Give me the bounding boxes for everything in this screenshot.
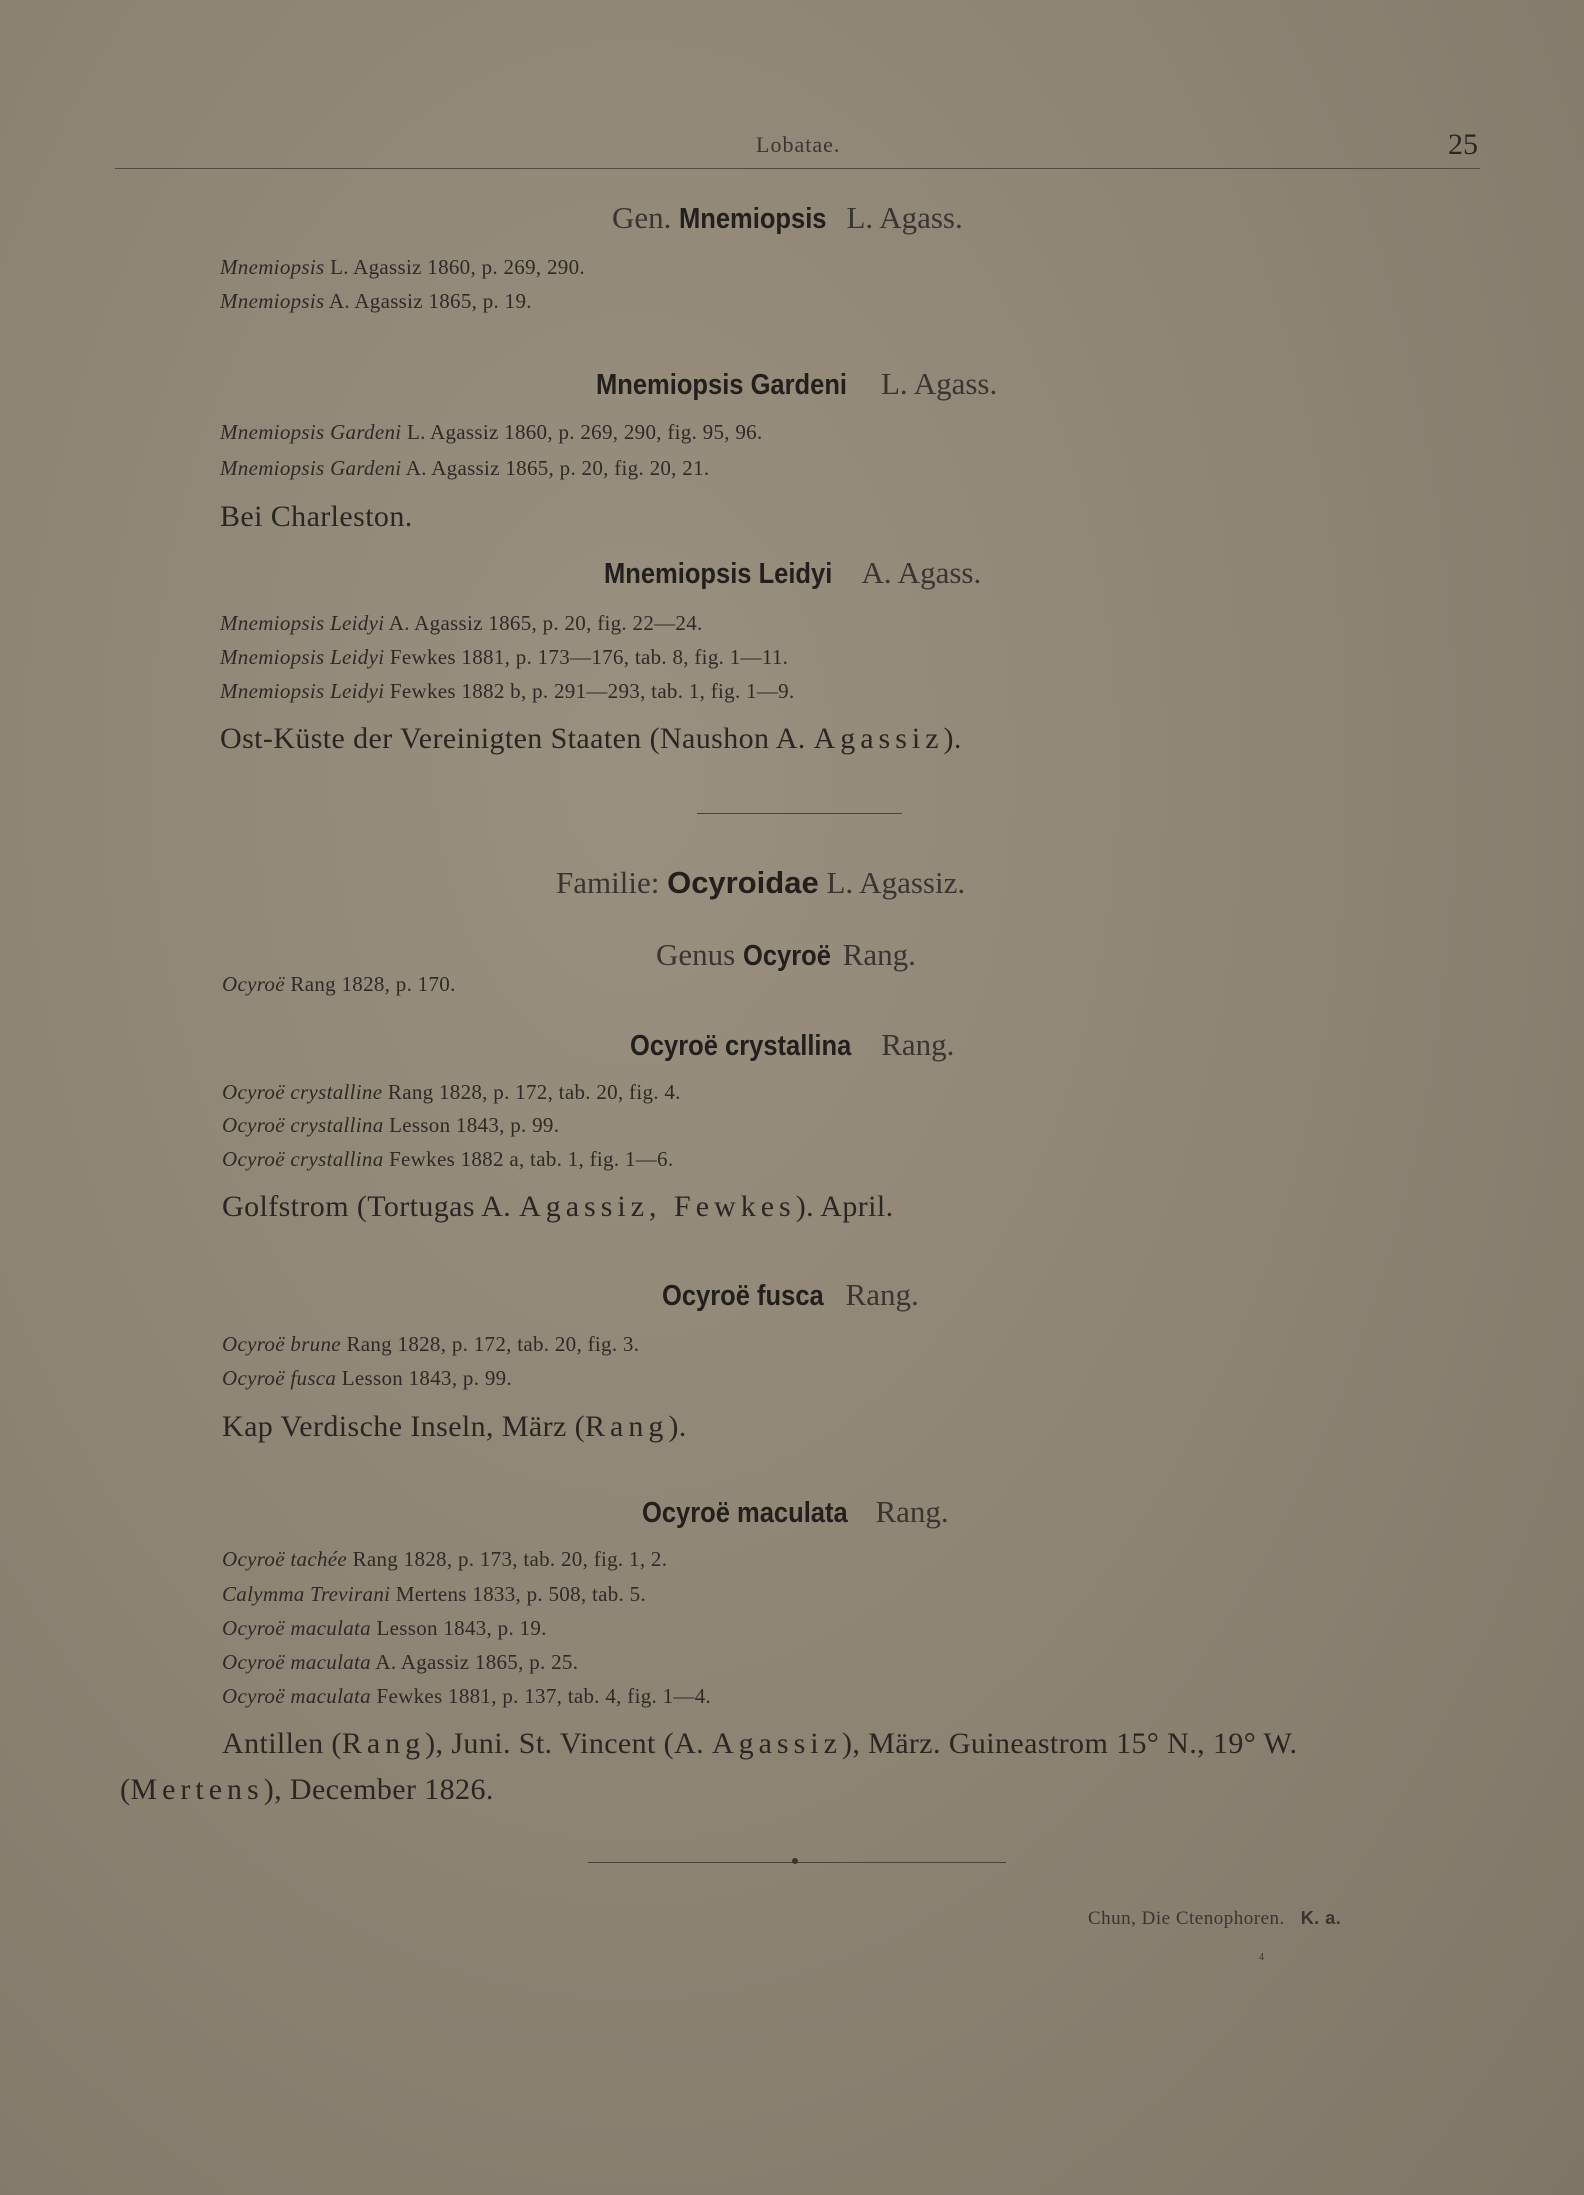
taxon-name: Mnemiopsis (679, 203, 827, 235)
locality-line (120, 1773, 494, 1807)
locality-text: Kap Verdische Inseln, März ( (222, 1410, 586, 1443)
taxon-author: L. Agassiz. (826, 865, 966, 900)
ref-genus: Ocyroë (222, 1147, 285, 1171)
ref-genus: Mnemiopsis (220, 420, 325, 444)
ref-genus: Mnemiopsis (220, 456, 325, 480)
ref-genus: Ocyroë (222, 1332, 285, 1356)
ref-genus: Ocyroë (222, 1616, 285, 1640)
reference-line (220, 679, 795, 704)
header-rule (115, 168, 1480, 169)
taxon-author: L. Agass. (880, 366, 998, 401)
ref-genus: Ocyroë (222, 1547, 285, 1571)
section-divider (697, 813, 902, 814)
ref-species: Gardeni (330, 456, 402, 480)
ref-text: Rang 1828, p. 173, tab. 20, fig. 1, 2. (352, 1547, 668, 1571)
taxon-author: Rang. (875, 1494, 949, 1529)
footer-cite-text: Chun, Die Ctenophoren. (1088, 1908, 1285, 1929)
taxon-author: L. Agass. (846, 200, 963, 235)
ref-text: Lesson 1843, p. 19. (376, 1616, 547, 1640)
taxon-author: Rang. (845, 1277, 919, 1312)
locality-text: Ost-Küste der Vereinigten Staaten (Naushon A. (220, 722, 806, 755)
reference-line (222, 1332, 639, 1357)
reference-line (222, 1113, 559, 1138)
ref-species: Trevirani (310, 1582, 391, 1606)
taxon-author: Rang. (881, 1027, 955, 1062)
species-heading (596, 366, 997, 402)
ref-genus: Mnemiopsis (220, 679, 325, 703)
footer-mark: 4 (1259, 1952, 1264, 1963)
locality-author: Agassiz (711, 1727, 842, 1760)
genus-heading (656, 937, 916, 973)
locality-text: ). (943, 722, 962, 755)
footer-citation (1088, 1908, 1341, 1930)
ref-genus: Mnemiopsis (220, 255, 325, 279)
ref-species: crystallina (290, 1113, 384, 1137)
locality-text: ). April. (795, 1190, 894, 1223)
locality-author: Agassiz (813, 722, 944, 755)
taxon-name: Mnemiopsis Gardeni (596, 369, 848, 401)
ref-text: Rang 1828, p. 170. (290, 972, 456, 996)
ref-species: crystallina (290, 1147, 384, 1171)
ref-text: Rang 1828, p. 172, tab. 20, fig. 4. (387, 1080, 681, 1104)
running-title: Lobatae. (756, 132, 841, 157)
reference-line (222, 1366, 512, 1391)
ref-species: tachée (290, 1547, 347, 1571)
species-heading (662, 1277, 919, 1313)
taxon-name: Ocyroë fusca (662, 1280, 824, 1312)
reference-line (222, 1650, 578, 1675)
reference-line (222, 1684, 711, 1709)
ref-genus: Mnemiopsis (220, 289, 325, 313)
ref-text: A. Agassiz 1865, p. 20, fig. 22—24. (388, 611, 703, 635)
heading-prefix: Genus (656, 937, 736, 972)
reference-line (222, 1616, 547, 1641)
ref-genus: Ocyroë (222, 972, 285, 996)
locality-text: ). (668, 1410, 687, 1443)
ref-text: A. Agassiz 1865, p. 25. (375, 1650, 579, 1674)
ref-genus: Ocyroë (222, 1366, 285, 1390)
ref-genus: Mnemiopsis (220, 645, 325, 669)
ref-genus: Ocyroë (222, 1650, 285, 1674)
ref-species: Leidyi (330, 611, 385, 635)
ref-species: Leidyi (330, 645, 385, 669)
reference-line (220, 645, 788, 670)
species-heading (642, 1494, 949, 1530)
ref-species: maculata (290, 1650, 371, 1674)
taxon-author: A. Agass. (861, 555, 982, 590)
ref-text: Fewkes 1882 b, p. 291—293, tab. 1, fig. 1—9. (389, 679, 795, 703)
ref-genus: Ocyroë (222, 1684, 285, 1708)
taxon-name: Ocyroidae (667, 865, 819, 900)
ref-text: Rang 1828, p. 172, tab. 20, fig. 3. (346, 1332, 640, 1356)
page-header (0, 128, 1584, 168)
species-heading (604, 555, 981, 591)
locality-line (222, 1727, 1297, 1761)
locality-author: Mertens (130, 1773, 264, 1806)
ref-text: L. Agassiz 1860, p. 269, 290, fig. 95, 96. (406, 420, 763, 444)
locality-text: Antillen ( (222, 1727, 342, 1760)
locality-text: ), December 1826. (263, 1773, 494, 1806)
ref-genus: Calymma (222, 1582, 305, 1606)
ref-text: Fewkes 1881, p. 173—176, tab. 8, fig. 1—11. (389, 645, 789, 669)
species-heading (630, 1027, 954, 1063)
locality-author: Rang (341, 1727, 426, 1760)
taxon-author: Rang. (842, 937, 916, 972)
heading-prefix: Gen. (612, 200, 672, 235)
reference-line (220, 456, 709, 481)
taxon-name: Ocyroë (742, 940, 831, 972)
reference-line (222, 1582, 646, 1607)
ref-text: Fewkes 1882 a, tab. 1, fig. 1—6. (389, 1147, 674, 1171)
reference-line (222, 1147, 673, 1172)
reference-line (220, 255, 585, 280)
locality-line (220, 722, 962, 756)
ref-genus: Ocyroë (222, 1080, 285, 1104)
ref-genus: Ocyroë (222, 1113, 285, 1137)
ref-genus: Mnemiopsis (220, 611, 325, 635)
locality-text: Golfstrom (Tortugas A. (222, 1190, 512, 1223)
locality-text: ( (120, 1773, 131, 1806)
reference-line (222, 1080, 681, 1105)
ref-species: Leidyi (330, 679, 385, 703)
ref-text: A. Agassiz 1865, p. 19. (328, 289, 532, 313)
taxon-name: Mnemiopsis Leidyi (604, 558, 833, 590)
ref-species: maculata (290, 1684, 371, 1708)
reference-line (220, 420, 763, 445)
reference-line (220, 289, 532, 314)
ref-species: fusca (290, 1366, 337, 1390)
ref-species: brune (290, 1332, 341, 1356)
ref-text: L. Agassiz 1860, p. 269, 290. (330, 255, 585, 279)
ref-text: Fewkes 1881, p. 137, tab. 4, fig. 1—4. (376, 1684, 712, 1708)
taxon-name: Ocyroë maculata (642, 1497, 848, 1529)
ref-text: A. Agassiz 1865, p. 20, fig. 20, 21. (405, 456, 710, 480)
heading-prefix: Familie: (556, 865, 660, 900)
reference-line (222, 972, 456, 997)
page-number: 25 (1448, 128, 1478, 161)
reference-line (222, 1547, 667, 1572)
ref-text: Lesson 1843, p. 99. (341, 1366, 512, 1390)
locality-line (222, 1410, 687, 1444)
ref-text: Mertens 1833, p. 508, tab. 5. (395, 1582, 646, 1606)
locality-line: Bei Charleston. (220, 500, 413, 533)
reference-line (220, 611, 703, 636)
family-heading (556, 865, 965, 901)
taxon-name: Ocyroë crystallina (630, 1030, 852, 1062)
ref-text: Lesson 1843, p. 99. (389, 1113, 560, 1137)
locality-text: ), März. Guineastrom 15° N., 19° W. (841, 1727, 1298, 1760)
signature-mark: K. a. (1300, 1908, 1342, 1928)
locality-author: Rang (585, 1410, 669, 1443)
end-ornament-dot (792, 1858, 798, 1864)
locality-author: Agassiz, Fewkes (519, 1190, 796, 1223)
locality-line (222, 1190, 893, 1224)
ref-species: crystalline (290, 1080, 383, 1104)
locality-text: ), Juni. St. Vincent (A. (425, 1727, 705, 1760)
ref-species: maculata (290, 1616, 371, 1640)
genus-heading (612, 200, 963, 236)
ref-species: Gardeni (330, 420, 402, 444)
